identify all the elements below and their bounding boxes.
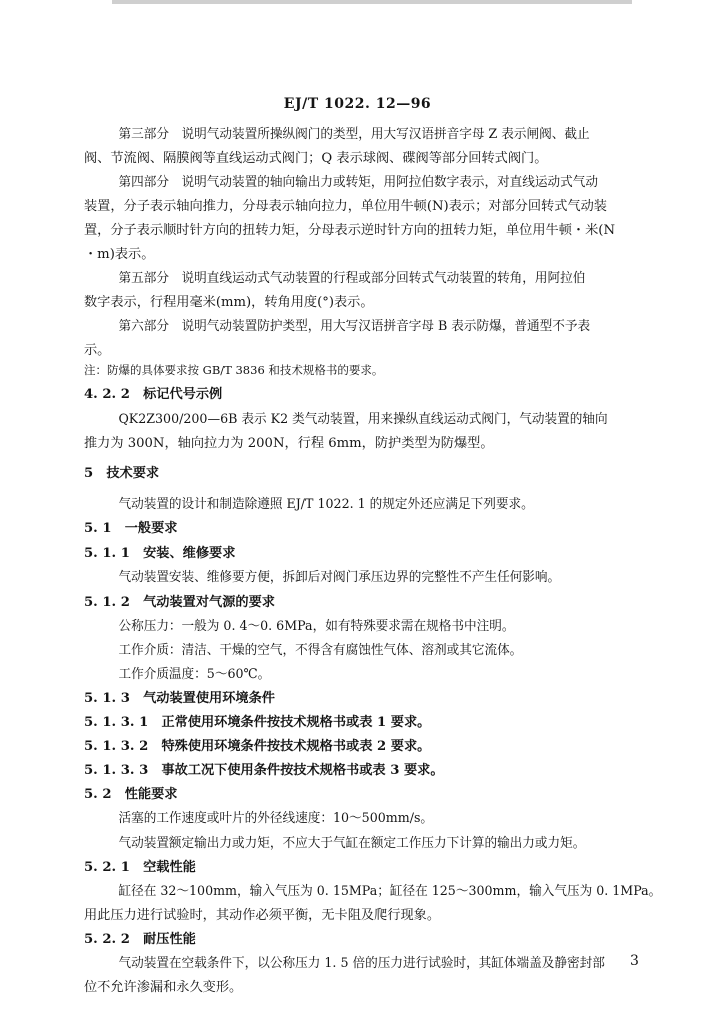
paragraph-line: 用此压力进行试验时，其动作必须平衡，无卡阻及爬行现象。 [84, 908, 441, 923]
paragraph-line: 数字表示，行程用毫米(mm)，转角用度(°)表示。 [84, 295, 374, 310]
paragraph-line: 第五部分 说明直线运动式气动装置的行程或部分回转式气动装置的转角，用阿拉伯 [118, 271, 586, 286]
paragraph-line: QK2Z300/200—6B 表示 K2 类气动装置，用来操纵直线运动式阀门，气动装置的轴向 [118, 412, 608, 427]
paragraph-line: ・m)表示。 [84, 247, 155, 262]
paragraph-line: 气动装置额定输出力或力矩，不应大于气缸在额定工作压力下计算的输出力或力矩。 [118, 836, 586, 851]
paragraph-line: 气动装置的设计和制造除遵照 EJ/T 1022. 1 的规定外还应满足下列要求。 [118, 497, 534, 512]
note-line: 注：防爆的具体要求按 GB/T 3836 和技术规格书的要求。 [84, 363, 384, 377]
paragraph-line: 工作介质温度：5～60℃。 [118, 667, 271, 682]
paragraph-line: 活塞的工作速度或叶片的外径线速度：10～500mm/s。 [118, 811, 434, 826]
section-heading: 5. 1. 2 气动装置对气源的要求 [84, 595, 275, 610]
section-heading: 5. 1. 3 气动装置使用环境条件 [84, 691, 275, 706]
paragraph-line: 第四部分 说明气动装置的轴向输出力或转矩，用阿拉伯数字表示，对直线运动式气动 [118, 175, 599, 190]
page-header: EJ/T 1022. 12—96 [283, 96, 432, 112]
paragraph-line: 气动装置安装、维修要方便，拆卸后对阀门承压边界的完整性不产生任何影响。 [118, 570, 561, 585]
paragraph-line: 气动装置在空载条件下，以公称压力 1. 5 倍的压力进行试验时，其缸体端盖及静密封部 [118, 956, 605, 971]
section-heading: 5. 1. 3. 1 正常使用环境条件按技术规格书或表 1 要求。 [84, 715, 431, 730]
section-heading: 5. 1. 3. 3 事故工况下使用条件按技术规格书或表 3 要求。 [84, 763, 444, 778]
paragraph-line: 工作介质：清洁、干燥的空气，不得含有腐蚀性气体、溶剂或其它流体。 [118, 643, 523, 658]
section-heading: 5. 2 性能要求 [84, 787, 178, 802]
paragraph-line: 第三部分 说明气动装置所操纵阀门的类型，用大写汉语拼音字母 Z 表示闸阀、截止 [118, 127, 590, 142]
section-heading: 5 技术要求 [84, 466, 160, 481]
section-heading: 5. 2. 2 耐压性能 [84, 932, 196, 947]
paragraph-line: 缸径在 32～100mm，输入气压为 0. 15MPa；缸径在 125～300mm，输入气压为 0. 1MPa。 [118, 884, 662, 899]
paragraph-line: 位不允许渗漏和永久变形。 [84, 980, 243, 995]
section-heading: 5. 1 一般要求 [84, 521, 178, 536]
paragraph-line: 公称压力：一般为 0. 4～0. 6MPa，如有特殊要求需在规格书中注明。 [118, 619, 515, 634]
section-heading: 5. 1. 1 安装、维修要求 [84, 546, 236, 561]
page-number: 3 [630, 953, 639, 969]
paragraph-line: 置，分子表示顺时针方向的扭转力矩，分母表示逆时针方向的扭转力矩，单位用牛顿・米(N [84, 223, 615, 238]
section-heading: 5. 1. 3. 2 特殊使用环境条件按技术规格书或表 2 要求。 [84, 739, 431, 754]
scan-top-edge [112, 0, 632, 4]
paragraph-line: 推力为 300N，轴向拉力为 200N，行程 6mm，防护类型为防爆型。 [84, 436, 494, 451]
section-heading: 5. 2. 1 空载性能 [84, 860, 196, 875]
paragraph-line: 第六部分 说明气动装置防护类型，用大写汉语拼音字母 B 表示防爆，普通型不予表 [118, 319, 591, 334]
section-heading: 4. 2. 2 标记代号示例 [84, 387, 223, 402]
paragraph-line: 示。 [84, 343, 111, 358]
paragraph-line: 阀、节流阀、隔膜阀等直线运动式阀门；Q 表示球阀、碟阀等部分回转式阀门。 [84, 151, 548, 166]
paragraph-line: 装置，分子表示轴向推力，分母表示轴向拉力，单位用牛顿(N)表示；对部分回转式气动装 [84, 199, 607, 214]
